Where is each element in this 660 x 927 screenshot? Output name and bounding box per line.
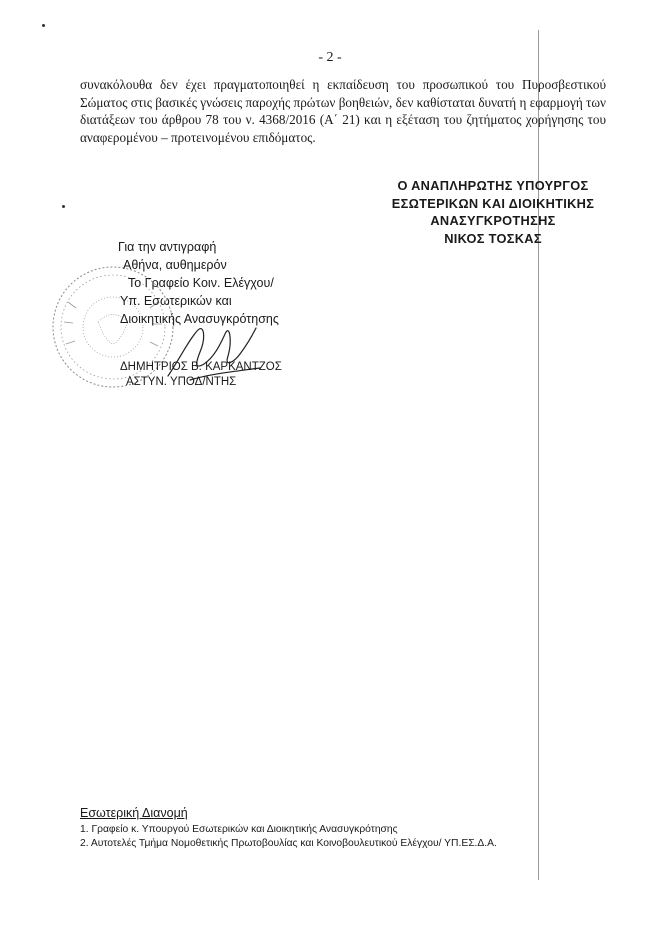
distribution-list — [80, 823, 497, 850]
copy-line: Για την αντιγραφή — [118, 240, 217, 254]
copy-line: Υπ. Εσωτερικών και — [120, 294, 232, 308]
signatory-title: Ο ΑΝΑΠΛΗΡΩΤΗΣ ΥΠΟΥΡΓΟΣ — [397, 178, 589, 193]
copy-certification — [118, 238, 279, 328]
distribution-item: 1. Γραφείο κ. Υπουργού Εσωτερικών και Διοικητικής Ανασυγκρότησης — [80, 824, 398, 835]
clerk-rank: ΑΣΤΥΝ. ΥΠΟΔ/ΝΤΗΣ — [126, 376, 237, 388]
signatory-name: ΝΙΚΟΣ ΤΟΣΚΑΣ — [444, 230, 542, 246]
distribution-item: 2. Αυτοτελές Τμήμα Νομοθετικής Πρωτοβουλίας και Κοινοβουλευτικού Ελέγχου/ ΥΠ.ΕΣ.Δ.Α. — [80, 837, 497, 849]
copy-line: Το Γραφείο Κοιν. Ελέγχου/ — [128, 276, 274, 290]
internal-distribution — [80, 806, 497, 850]
signatory-ministry-cont: ΑΝΑΣΥΓΚΡΟΤΗΣΗΣ — [430, 213, 556, 228]
body-paragraph: συνακόλουθα δεν έχει πραγματοποιηθεί η εκπαίδευση του προσωπικού του Πυροσβεστικού Σώματος στις βασικές γνώσεις παροχής πρώτων βοηθειών, δεν καθίσταται δυνατή η εφαρμογή των διατάξεων του άρθρου 78 του ν. 4368/2016 (Α΄ 21) και η εξέταση του ζητήματος χορήγησης του αναφερομένου – προτεινομένου επιδόματος. — [80, 77, 606, 145]
scan-speck — [62, 205, 65, 208]
signatory-ministry: ΕΣΩΤΕΡΙΚΩΝ ΚΑΙ ΔΙΟΙΚΗΤΙΚΗΣ — [391, 195, 595, 211]
scan-edge-line — [538, 30, 539, 880]
page-number: - 2 - — [318, 50, 342, 65]
scan-speck — [42, 24, 45, 27]
signatory-block — [380, 177, 606, 247]
distribution-title: Εσωτερική Διανομή — [80, 806, 188, 820]
clerk-block — [120, 360, 282, 390]
clerk-name: ΔΗΜΗΤΡΙΟΣ Β. ΚΑΡΚΑΝΤΖΟΣ — [120, 361, 282, 373]
copy-line: Διοικητικής Ανασυγκρότησης — [120, 312, 279, 326]
copy-line: Αθήνα, αυθημερόν — [123, 258, 227, 272]
